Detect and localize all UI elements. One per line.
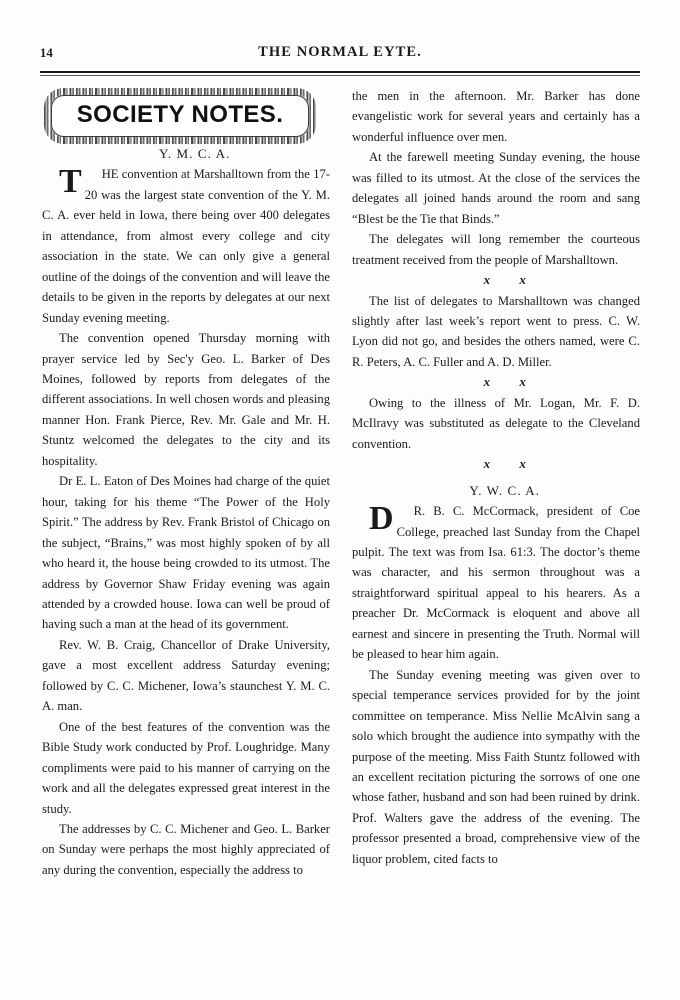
running-head bbox=[40, 44, 640, 64]
paragraph: The addresses by C. C. Michener and Geo. L. Barker on Sunday were perhaps the most highly appreciated of any during the convention, especially the address to bbox=[42, 821, 330, 877]
section-separator: x x bbox=[483, 272, 539, 288]
drop-cap-t: T bbox=[59, 163, 82, 201]
paragraph: The list of delegates to Marshalltown was changed slightly after last week’s report went to press. C. W. Lyon did not go, and besides the others named, were C. R. Peters, A. C. Fuller and A. D. Miller. bbox=[352, 293, 640, 369]
publication-title: THE NORMAL EYTE. bbox=[258, 44, 422, 60]
society-notes-masthead bbox=[44, 88, 316, 144]
paragraph-continuation: the men in the afternoon. Mr. Barker has done evangelistic work for several years and certainly has a wonderful influence over men. bbox=[352, 89, 640, 144]
paragraph: The convention opened Thursday morning with prayer service led by Sec'y Geo. L. Barker of Des Moines, followed by reports from delegates of the different associations. In well chosen words and pleasing manner Hon. Frank Pierce, Rev. Mr. Gale and Mr. H. Stuntz welcomed the delegates to the city and its hospitality. bbox=[42, 331, 330, 468]
section-heading-ywca: Y. W. C. A. bbox=[469, 482, 541, 498]
section-heading-ymca: Y. M. C. A. bbox=[159, 146, 231, 161]
header-rule-thin bbox=[40, 75, 640, 76]
paragraph: The delegates will long remember the courteous treatment received from the people of Marshalltown. bbox=[352, 232, 640, 267]
page-number: 14 bbox=[40, 46, 54, 60]
paragraph: Owing to the illness of Mr. Logan, Mr. F. D. McIlravy was substituted as delegate to the Cleveland convention. bbox=[352, 395, 640, 451]
paragraph: At the farewell meeting Sunday evening, the house was filled to its utmost. At the close of the services the delegates all joined hands around the room and sang “Blest be the Tie that Binds.” bbox=[352, 150, 640, 226]
paragraph: Dr E. L. Eaton of Des Moines had charge of the quiet hour, taking for his theme “The Power of the Holy Spirit.” The address by Rev. Frank Bristol of Chicago on the subject, “Brains,” was most highly spoken of by all who heard it, the house being crowded to its utmost. The address by Governor Shaw Friday evening was again attended by a crowded house. Iowa can well be proud of having such a man at the head of its government. bbox=[42, 474, 330, 632]
masthead-title: SOCIETY NOTES. bbox=[76, 101, 284, 129]
paragraph-text: R. B. C. McCormack, president of Coe College, preached last Sunday from the Chapel pulpit. The text was from Isa. 61:3. The doctor’s theme was character, and his sermon throughout was a straightforward spiritual appeal to his hearers. As a preacher Dr. McCormack is eloquent and above all earnest and sincere in presenting the Truth. Normal will be pleased to hear him again. bbox=[352, 504, 640, 662]
paragraph: The Sunday evening meeting was given over to special temperance services provided for by the joint committee on temperance. Miss Nellie McAlvin sang a solo which brought the audience into sympathy with the purpose of the meeting. Miss Faith Stuntz followed with an excellent recitation picturing the sorrows of one one whose father, husband and son had been ruined by drink. Prof. Walters gave the address of the evening. The professor presented a broad, comprehensive view of the liquor problem, cited facts to bbox=[352, 667, 640, 866]
paragraph: One of the best features of the convention was the Bible Study work conducted by Prof. Loughridge. Many compliments were paid to his manner of carrying on the work and all the delegates expressed great interest in the study. bbox=[42, 719, 330, 816]
header-rule-thick bbox=[40, 71, 640, 73]
paragraph bbox=[42, 164, 330, 328]
drop-cap-d: D bbox=[369, 500, 394, 538]
section-separator: x x bbox=[483, 374, 539, 390]
right-column bbox=[352, 86, 640, 869]
paragraph-text: HE convention at Marshalltown from the 17-20 was the largest state convention of the Y. M. C. A. ever held in Iowa, there being over 400 delegates in attendance, from almost every college and city association in the state. We can only give a general outline of the doings of the convention and will leave the details to be given in the reports by delegates at our next Sunday evening meeting. bbox=[42, 167, 330, 325]
section-separator: x x bbox=[483, 456, 539, 472]
left-column bbox=[42, 86, 330, 880]
paragraph bbox=[352, 501, 640, 665]
paragraph: Rev. W. B. Craig, Chancellor of Drake University, gave a most excellent address Saturday evening; followed by C. C. Michener, Iowa’s staunchest Y. M. C. A. man. bbox=[42, 637, 330, 714]
